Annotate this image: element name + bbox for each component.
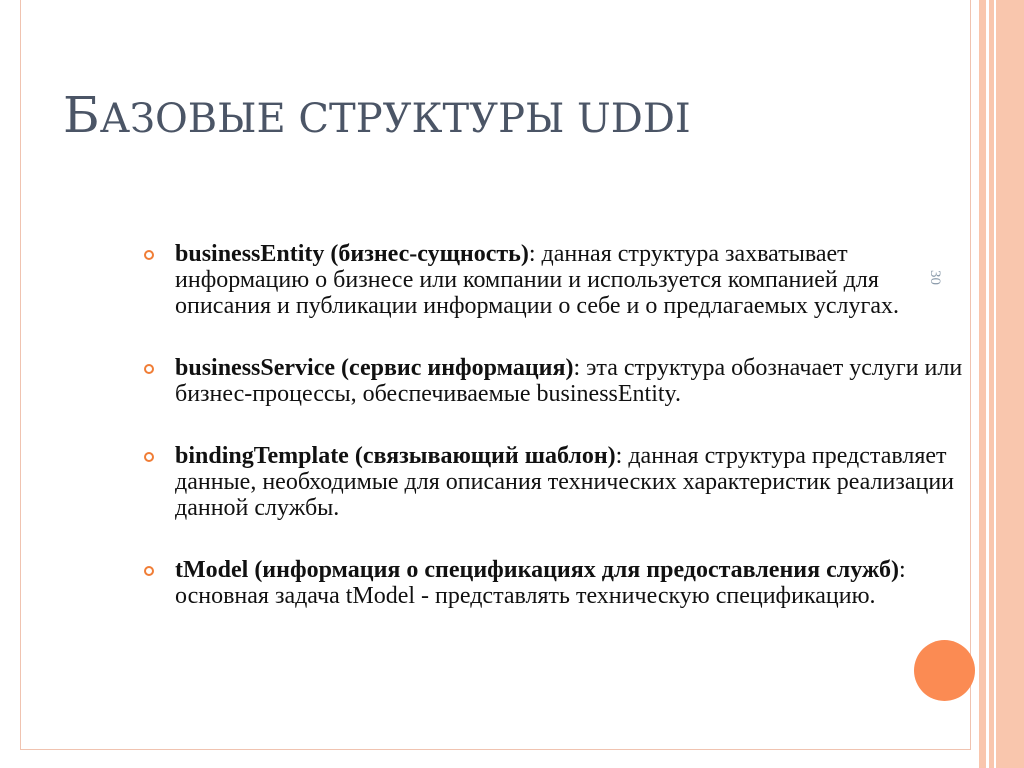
bullet-term: businessEntity (бизнес-сущность) [175,241,529,267]
bullet-item [144,557,974,609]
slide-title-rest: АЗОВЫЕ СТРУКТУРЫ UDDI [99,96,691,142]
slide-title [63,86,691,144]
decorative-circle [914,640,975,701]
decorative-stripe [979,0,986,768]
slide-title-first-letter: Б [63,86,100,144]
bullet-text: : основная задача tModel - представлять техническую спецификацию. [175,557,906,609]
bullet-term: tModel (информация о спецификациях для предоставления служб) [175,557,899,583]
bullet-term: bindingTemplate (связывающий шаблон) [175,443,616,469]
bullet-term: businessService (сервис информация) [175,355,574,381]
bullet-item [144,355,974,407]
bullet-text: : данная структура представляет данные, необходимые для описания технических характеристик реализации данной службы. [175,443,955,521]
page-number: 30 [927,270,943,285]
bullet-text: : эта структура обозначает услуги или бизнес-процессы, обеспечиваемые businessEntity. [175,355,963,407]
bullet-circle-icon [144,250,154,260]
decorative-stripe [996,0,1024,768]
bullet-circle-icon [144,364,154,374]
bullet-item [144,241,974,319]
bullet-text: : данная структура захватывает информацию о бизнесе или компании и используется компанией для описания и публикации информации о себе и о предлагаемых услугах. [175,241,899,319]
bullet-list [144,241,974,645]
bullet-circle-icon [144,452,154,462]
bullet-item [144,443,974,521]
bullet-circle-icon [144,566,154,576]
